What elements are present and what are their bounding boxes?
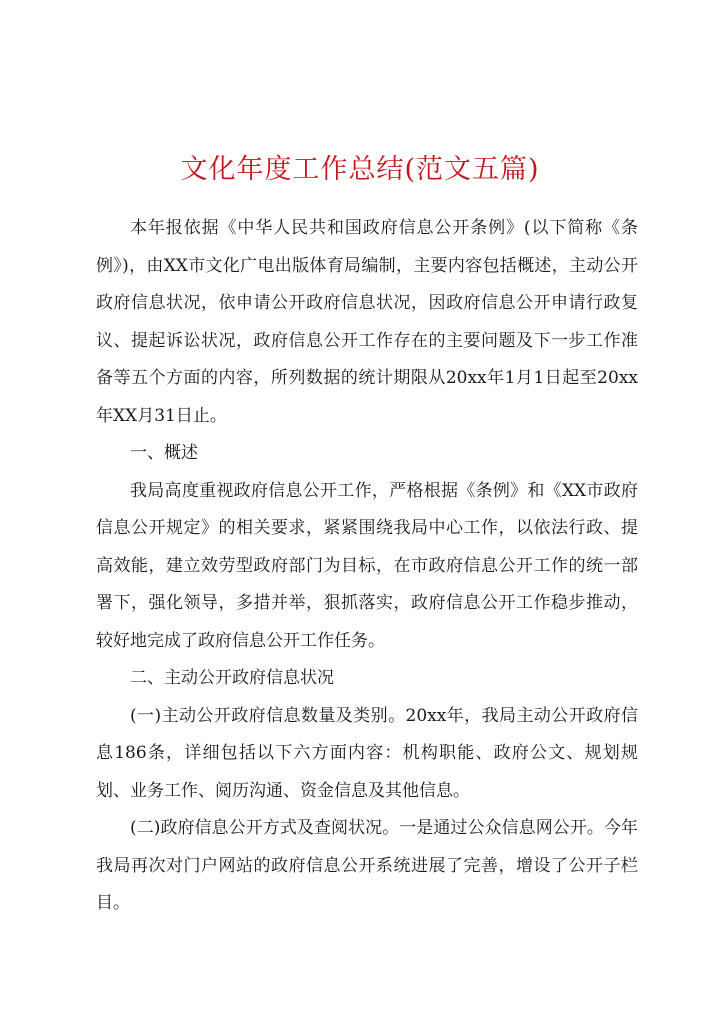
document-title: 文化年度工作总结(范文五篇): [180, 154, 540, 185]
document-body: [96, 210, 638, 923]
heading-active-disclosure: 二、主动公开政府信息状况: [130, 668, 334, 688]
heading-overview: 一、概述: [130, 443, 198, 463]
paragraph-disclosure-count: (一)主动公开政府信息数量及类别。20xx年，我局主动公开政府信息186条，详细包括以下六方面内容：机构职能、政府公文、规划规划、业务工作、阅历沟通、资金信息及其他信息。: [96, 705, 638, 801]
paragraph-overview: 我局高度重视政府信息公开工作，严格根据《条例》和《XX市政府信息公开规定》的相关要求，紧紧围绕我局中心工作，以依法行政、提高效能，建立效劳型政府部门为目标，在市政府信息公开工作的统一部署下，强化领导，多措并举，狠抓落实，政府信息公开工作稳步推动，较好地完成了政府信息公开工作任务。: [96, 480, 638, 651]
paragraph-intro: 本年报依据《中华人民共和国政府信息公开条例》(以下简称《条例》)，由XX市文化广电出版体育局编制，主要内容包括概述，主动公开政府信息状况，依申请公开政府信息状况，因政府信息公开申请行政复议、提起诉讼状况，政府信息公开工作存在的主要问题及下一步工作准备等五个方面的内容，所列数据的统计期限从20xx年1月1日起至20xx年XX月31日止。: [96, 218, 638, 426]
paragraph-disclosure-methods: (二)政府信息公开方式及查阅状况。一是通过公众信息网公开。今年我局再次对门户网站的政府信息公开系统进展了完善，增设了公开子栏目。: [96, 818, 638, 913]
